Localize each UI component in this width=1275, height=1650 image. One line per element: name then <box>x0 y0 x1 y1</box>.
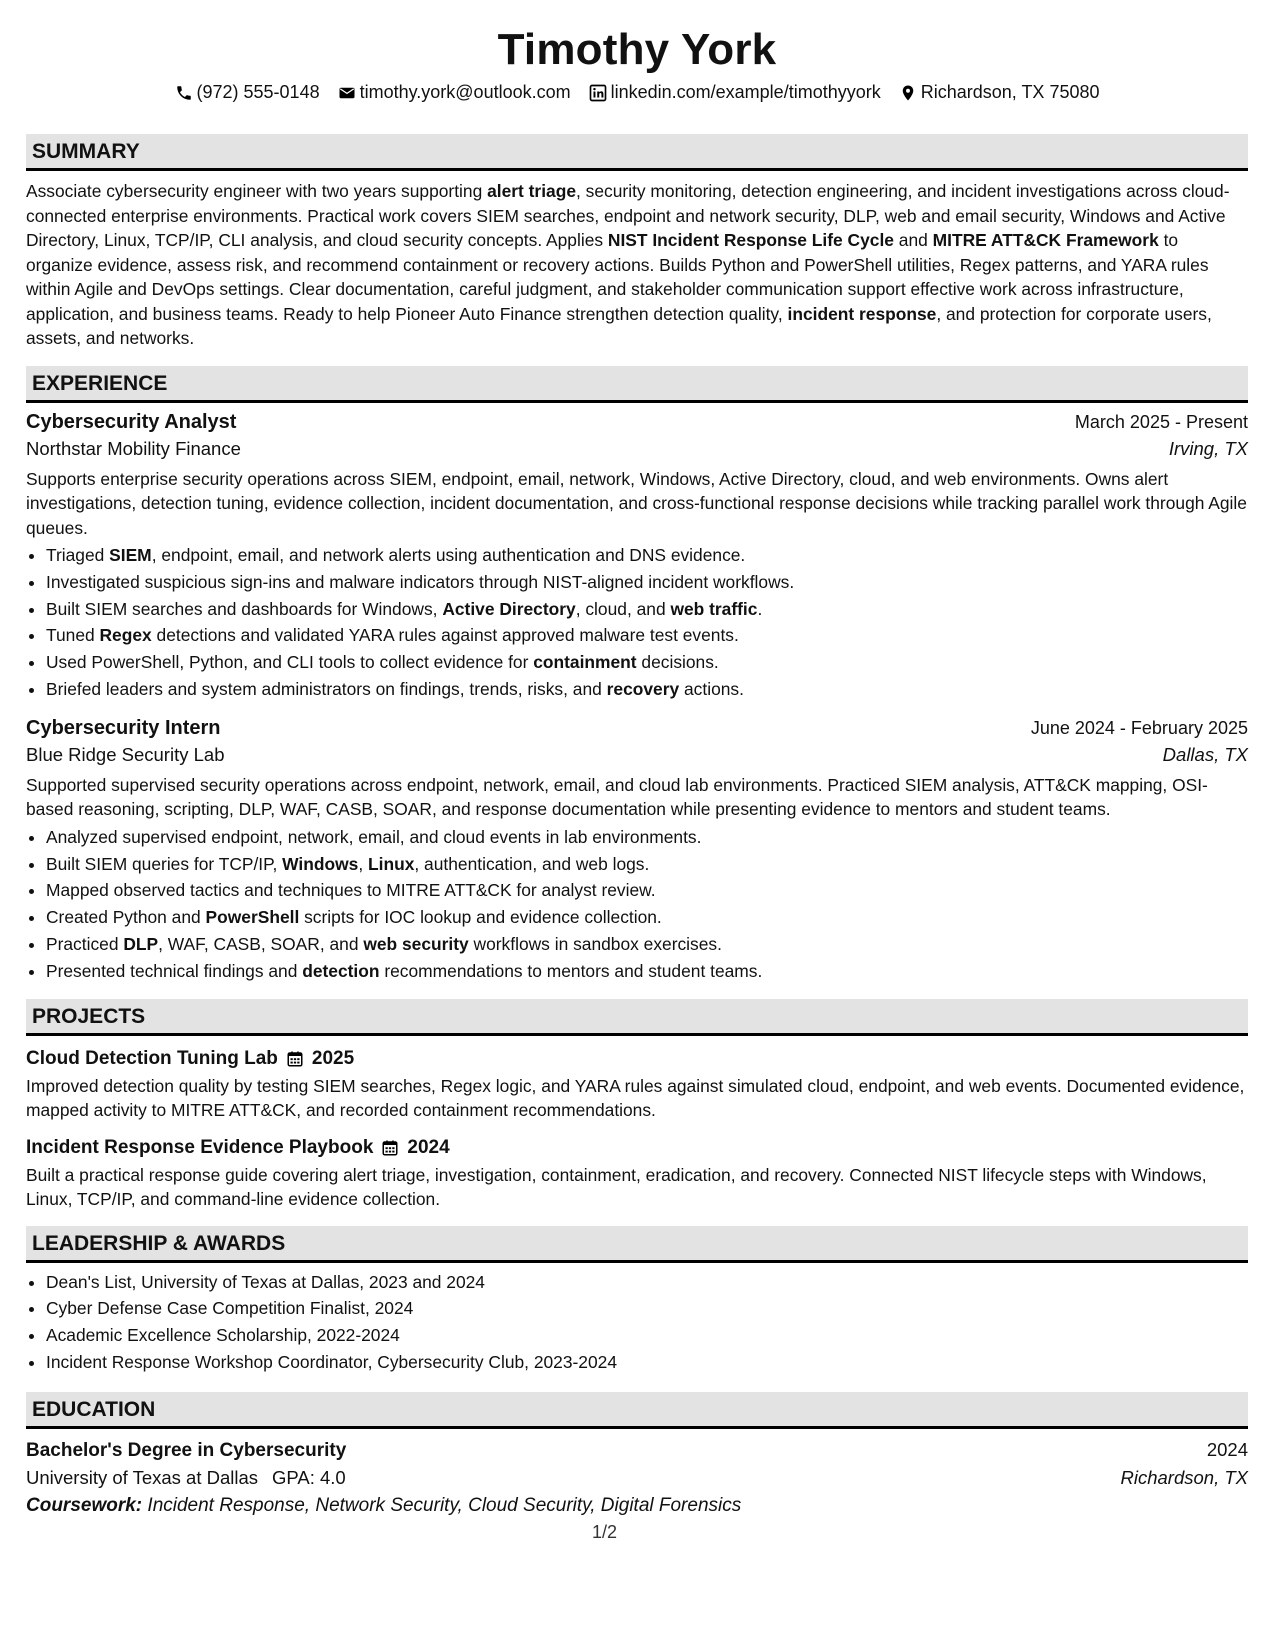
contact-phone[interactable] <box>175 82 320 103</box>
emphasis-text: incident response <box>787 303 937 324</box>
text-run: Built SIEM queries for TCP/IP, <box>46 853 283 874</box>
map-marker-icon <box>899 84 917 102</box>
emphasis-text: DLP <box>123 933 159 954</box>
text-run: Practiced <box>46 933 124 954</box>
leadership-item: • Cyber Defense Case Competition Finalist, 2024 <box>46 1295 1248 1322</box>
candidate-name: Timothy York <box>497 25 777 74</box>
contact-linkedin[interactable] <box>589 82 881 103</box>
text-run: Mapped observed tactics and techniques to MITRE ATT&CK for analyst review. <box>46 880 656 901</box>
job-bullet <box>46 931 1248 958</box>
text-run: workflows in sandbox exercises. <box>468 933 722 954</box>
text-run: , endpoint, email, and network alerts using authentication and DNS evidence. <box>151 545 746 565</box>
text-run: Built SIEM searches and dashboards for Windows, <box>46 598 443 619</box>
education-gpa: GPA: 4.0 <box>272 1466 346 1488</box>
emphasis-text: recovery <box>606 678 680 699</box>
leadership-list <box>26 1269 1248 1376</box>
job-bullet <box>46 824 1248 851</box>
contact-email[interactable] <box>338 82 571 103</box>
text-run: Briefed leaders and system administrators on findings, trends, risks, and <box>46 678 607 699</box>
job-bullets <box>26 824 1248 985</box>
job-title: Cybersecurity Analyst <box>26 410 237 433</box>
text-run: Analyzed supervised endpoint, network, email, and cloud events in lab environments. <box>46 826 702 847</box>
emphasis-text: Regex <box>99 625 152 646</box>
coursework-list: Incident Response, Network Security, Cloud Security, Digital Forensics <box>142 1494 742 1516</box>
text-run: decisions. <box>636 652 719 673</box>
emphasis-text: alert triage <box>487 181 577 201</box>
text-run: . <box>757 598 763 619</box>
text-run: , WAF, CASB, SOAR, and <box>158 933 364 954</box>
text-run: Associate cybersecurity engineer with two years supporting <box>26 181 488 201</box>
job-bullets <box>26 542 1248 703</box>
job-bullet <box>46 958 1248 985</box>
job-bullet <box>46 542 1248 569</box>
emphasis-text: containment <box>533 652 637 673</box>
leadership-item: • Dean's List, University of Texas at Dallas, 2023 and 2024 <box>46 1269 1248 1296</box>
text-run: Created Python and <box>46 907 206 928</box>
text-run: and <box>893 230 933 250</box>
section-heading-leadership: LEADERSHIP & AWARDS <box>26 1226 1248 1263</box>
job-location: Irving, TX <box>1168 437 1248 459</box>
job-dates: March 2025 - Present <box>1074 411 1248 432</box>
education-year: 2024 <box>1206 1438 1248 1460</box>
text-run: recommendations to mentors and student teams. <box>379 960 763 981</box>
job-bullet <box>46 851 1248 878</box>
project-description: Built a practical response guide covering alert triage, investigation, containment, eradication, and recovery. Connected NIST lifecycle steps with Windows, Linux, TCP/IP, and command-line evidence collection. <box>26 1164 1207 1210</box>
section-heading-education: EDUCATION <box>26 1392 1248 1429</box>
email-text: timothy.york@outlook.com <box>359 82 571 102</box>
education-location: Richardson, TX <box>1120 1466 1248 1488</box>
envelope-icon <box>338 84 356 102</box>
job-bullet <box>46 877 1248 904</box>
calendar-icon <box>286 1050 304 1068</box>
text-run: Triaged <box>46 545 110 565</box>
project-title: Cloud Detection Tuning Lab <box>26 1047 278 1069</box>
job-company: Northstar Mobility Finance <box>26 437 241 459</box>
project-entry <box>26 1135 1248 1212</box>
job-description: Supports enterprise security operations across SIEM, endpoint, email, network, Windows, Active Directory, cloud, and web environments. Owns alert investigations, detection tuning, evidence collection, incident documentation, and cross-functional response decisions while tracking parallel work through Agile queues. <box>26 468 1247 538</box>
phone-icon <box>175 84 193 102</box>
coursework-label: Coursework: <box>26 1494 143 1516</box>
emphasis-text: Linux <box>368 853 415 874</box>
job-entry <box>26 715 1248 985</box>
text-run: scripts for IOC lookup and evidence collection. <box>299 907 662 928</box>
text-run: Used PowerShell, Python, and CLI tools to collect evidence for <box>46 652 534 673</box>
linkedin-text: linkedin.com/example/timothyyork <box>610 82 881 102</box>
emphasis-text: web security <box>363 933 469 954</box>
job-bullet <box>46 904 1248 931</box>
phone-text: (972) 555-0148 <box>196 82 320 102</box>
job-bullet <box>46 596 1248 623</box>
page-number: 1/2 <box>592 1522 618 1542</box>
project-entry <box>26 1046 1248 1123</box>
text-run: actions. <box>679 678 744 699</box>
text-run: detections and validated YARA rules against approved malware test events. <box>151 625 739 646</box>
education-school: University of Texas at Dallas <box>26 1466 259 1488</box>
text-run: , cloud, and <box>575 598 671 619</box>
project-year: 2024 <box>407 1136 450 1158</box>
emphasis-text: Windows <box>282 853 359 874</box>
job-location: Dallas, TX <box>1162 743 1248 765</box>
text-run: to organize evidence, assess risk, and recommend containment or recovery actions. Builds Python and PowerShell utilities, Regex patterns, and YARA rules within Agile and DevOps settings. Clear documentation, careful judgment, and stakeholder communication support effective work across infrastructure, application, and business teams. Ready to help Pioneer Auto Finance strengthen detection quality, <box>26 230 1209 324</box>
project-title: Incident Response Evidence Playbook <box>26 1136 374 1158</box>
job-description: Supported supervised security operations across endpoint, network, email, and cloud lab environments. Practiced SIEM analysis, ATT&CK mapping, OSI-based reasoning, scripting, DLP, WAF, CASB, SOAR, and response documentation while presenting evidence to mentors and student teams. <box>26 774 1208 820</box>
job-company: Blue Ridge Security Lab <box>26 743 225 765</box>
job-entry <box>26 409 1248 703</box>
section-heading-projects: PROJECTS <box>26 999 1248 1036</box>
education-coursework <box>26 1492 1248 1520</box>
section-heading-experience: EXPERIENCE <box>26 366 1248 403</box>
resume-page <box>26 0 1248 1520</box>
linkedin-icon <box>589 84 607 102</box>
section-heading-summary: SUMMARY <box>26 134 1248 171</box>
calendar-icon <box>381 1139 399 1157</box>
text-run: , security monitoring, detection engineering, and incident investigations across cloud-connected enterprise environments. Practical work covers SIEM searches, endpoint and network security, DLP, web and email security, Windows and Active Directory, Linux, TCP/IP, CLI analysis, and cloud security concepts. Applies <box>26 181 1230 250</box>
emphasis-text: web traffic <box>670 598 758 619</box>
emphasis-text: MITRE ATT&CK Framework <box>932 230 1159 250</box>
emphasis-text: SIEM <box>109 545 152 565</box>
contact-location <box>899 82 1100 103</box>
text-run: Presented technical findings and <box>46 960 303 981</box>
emphasis-text: NIST Incident Response Life Cycle <box>607 230 894 250</box>
leadership-item: • Incident Response Workshop Coordinator, Cybersecurity Club, 2023-2024 <box>46 1349 1248 1376</box>
text-run: , and protection for corporate users, assets, and networks. <box>26 303 1212 348</box>
text-run: Investigated suspicious sign-ins and malware indicators through NIST-aligned incident workflows. <box>46 571 795 592</box>
summary-text <box>26 179 1248 351</box>
text-run: Tuned <box>46 625 100 646</box>
text-run: , <box>358 853 369 874</box>
project-description: Improved detection quality by testing SIEM searches, Regex logic, and YARA rules against simulated cloud, endpoint, and web events. Documented evidence, mapped activity to MITRE ATT&CK, and recorded containment recommendations. <box>26 1075 1245 1121</box>
job-bullet <box>46 569 1248 596</box>
job-dates: June 2024 - February 2025 <box>1030 717 1248 738</box>
education-degree: Bachelor's Degree in Cybersecurity <box>26 1439 347 1461</box>
job-bullet <box>46 676 1248 703</box>
leadership-item: • Academic Excellence Scholarship, 2022-2024 <box>46 1322 1248 1349</box>
job-bullet <box>46 649 1248 676</box>
emphasis-text: PowerShell <box>205 907 300 928</box>
emphasis-text: detection <box>302 960 380 981</box>
contact-bar <box>26 82 1248 103</box>
emphasis-text: Active Directory <box>442 598 576 619</box>
project-year: 2025 <box>311 1047 355 1069</box>
text-run: , authentication, and web logs. <box>414 853 650 874</box>
location-text: Richardson, TX 75080 <box>920 82 1100 102</box>
job-title: Cybersecurity Intern <box>26 716 221 739</box>
job-bullet <box>46 622 1248 649</box>
